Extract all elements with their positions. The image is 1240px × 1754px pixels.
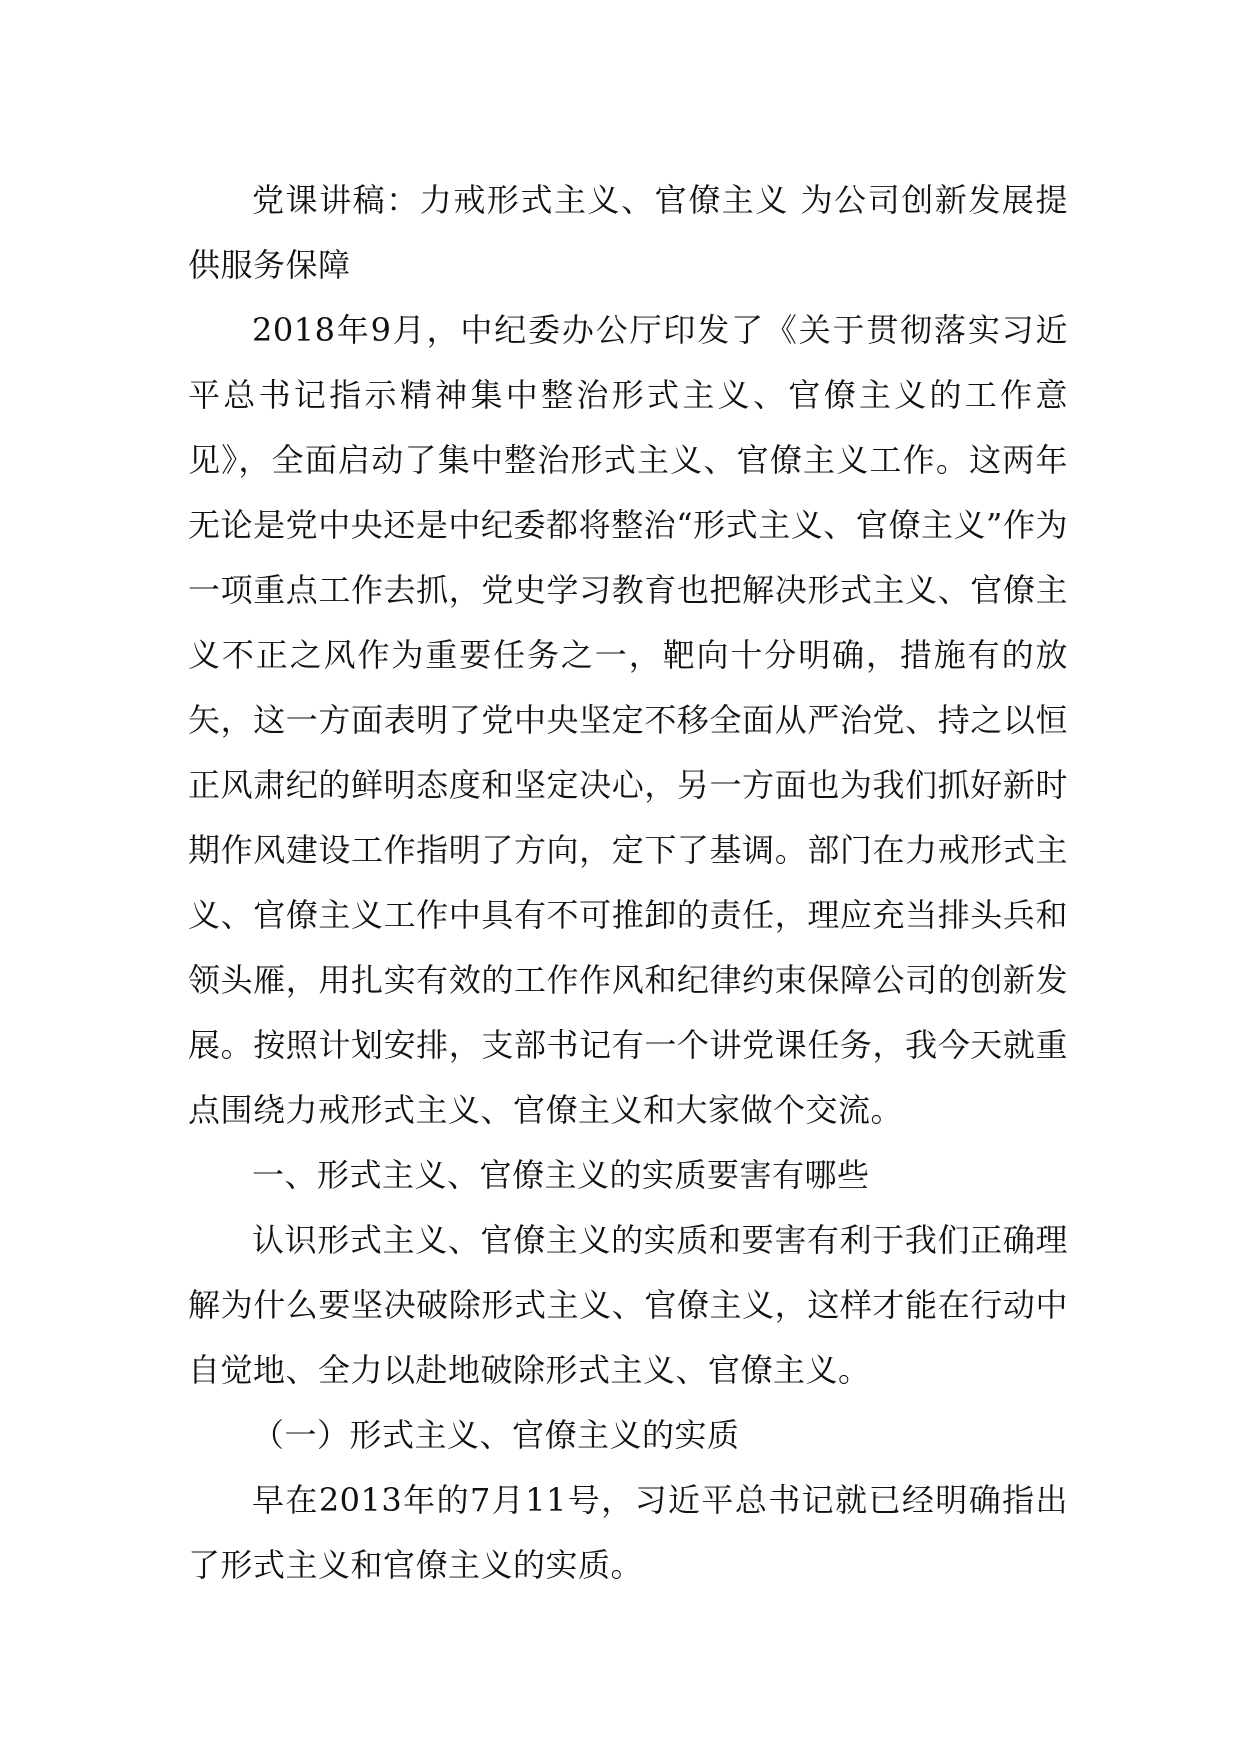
paragraph-intro: 2018年9月，中纪委办公厅印发了《关于贯彻落实习近平总书记指示精神集中整治形式主义、官僚主义的工作意见》，全面启动了集中整治形式主义、官僚主义工作。这两年无论是党中央还是中纪委都将整治“形式主义、官僚主义”作为一项重点工作去抓，党史学习教育也把解决形式主义、官僚主义不正之风作为重要任务之一，靶向十分明确，措施有的放矢，这一方面表明了党中央坚定不移全面从严治党、持之以恒正风肃纪的鲜明态度和坚定决心，另一方面也为我们抓好新时期作风建设工作指明了方向，定下了基调。部门在力戒形式主义、官僚主义工作中具有不可推卸的责任，理应充当排头兵和领头雁，用扎实有效的工作作风和纪律约束保障公司的创新发展。按照计划安排，支部书记有一个讲党课任务，我今天就重点围绕力戒形式主义、官僚主义和大家做个交流。 [188,311,1068,1129]
subsection-heading-1: （一）形式主义、官僚主义的实质 [252,1416,740,1454]
paragraph-section-1: 认识形式主义、官僚主义的实质和要害有利于我们正确理解为什么要坚决破除形式主义、官僚主义，这样才能在行动中自觉地、全力以赴地破除形式主义、官僚主义。 [188,1221,1068,1389]
document-body [188,168,1068,1598]
paragraph-subsection-1: 早在2013年的7月11号，习近平总书记就已经明确指出了形式主义和官僚主义的实质。 [188,1481,1068,1584]
document-title: 党课讲稿：力戒形式主义、官僚主义 为公司创新发展提供服务保障 [188,181,1068,284]
section-heading-1: 一、形式主义、官僚主义的实质要害有哪些 [252,1156,870,1194]
